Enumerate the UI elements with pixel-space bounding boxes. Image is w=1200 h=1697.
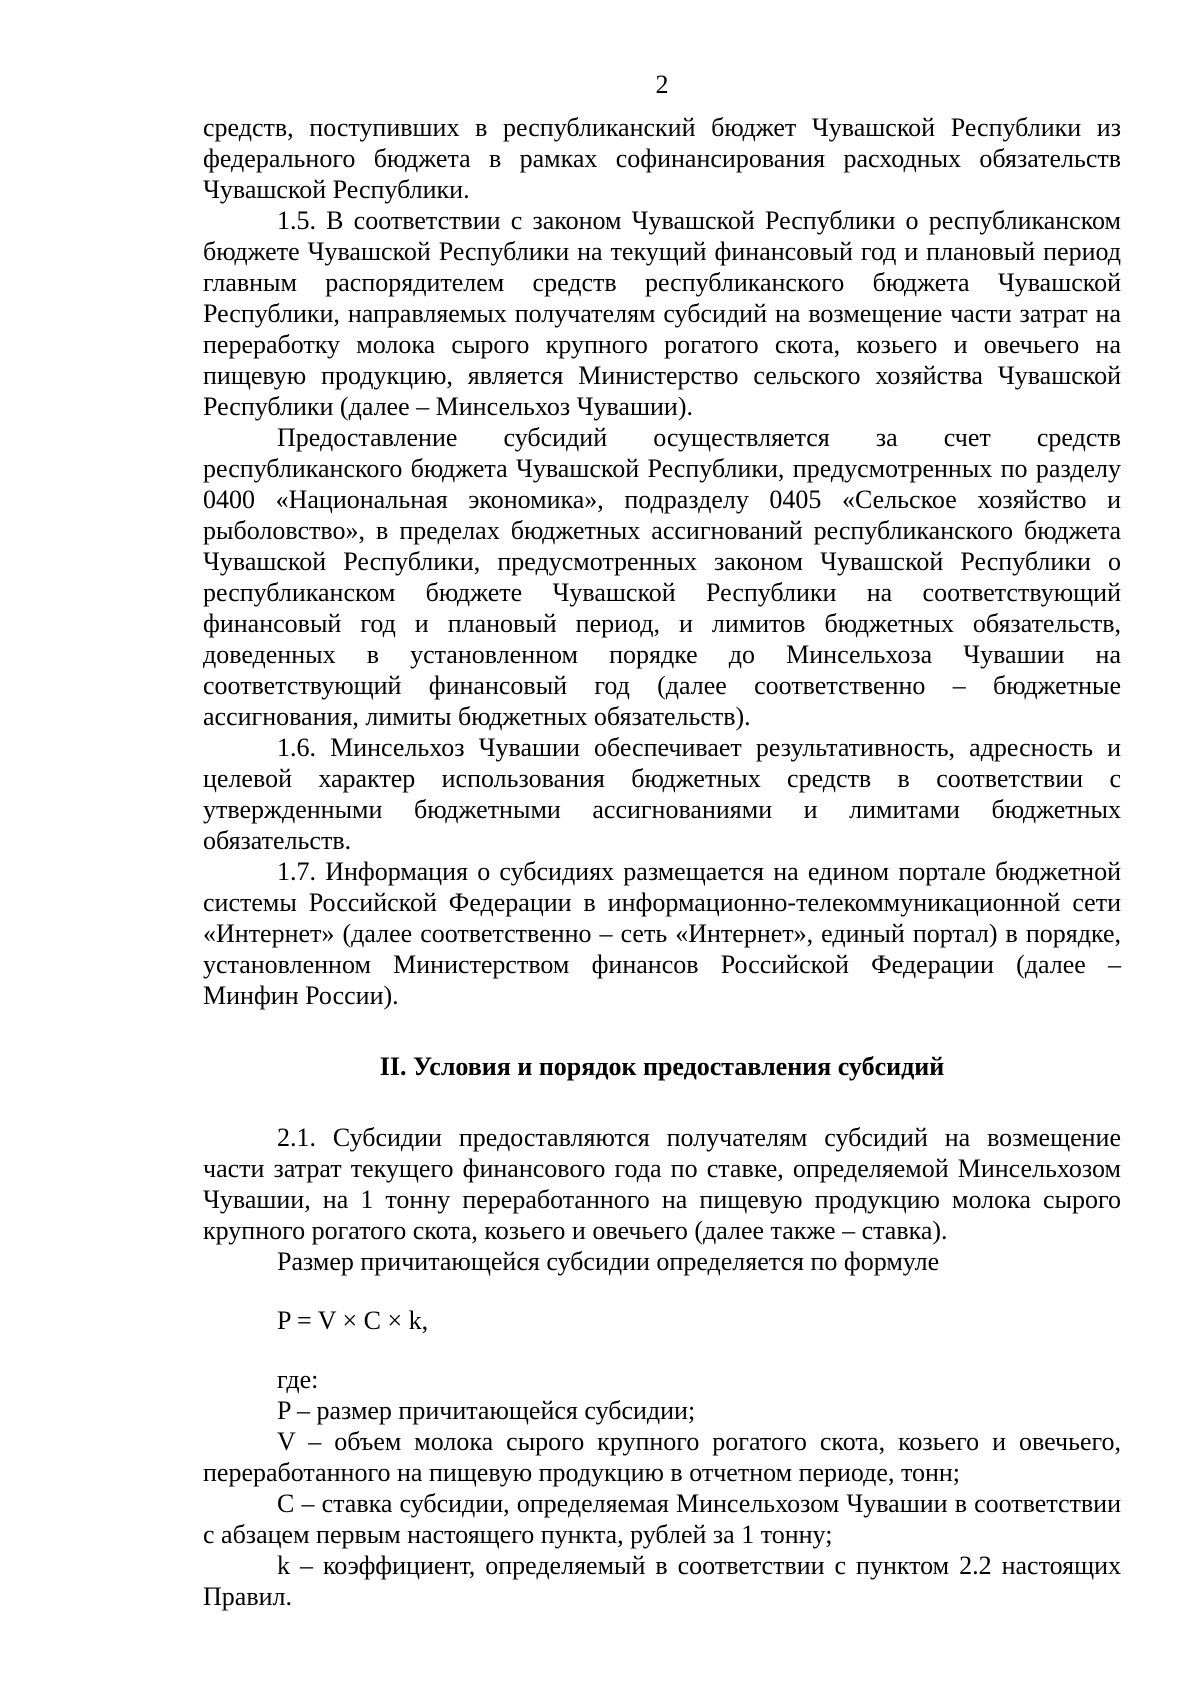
paragraph-1-7: 1.7. Информация о субсидиях размещается на едином портале бюджетной системы Российской Федерации в информационно-телекоммуникационной сети «Интернет» (далее соответственно – сеть «Интернет», единый портал) в порядке, установленном Министерством финансов Российской Федерации (далее – Минфин России). [203,857,1121,1010]
definition-p: P – размер причитающейся субсидии; [277,1396,696,1425]
definition-v: V – объем молока сырого крупного рогатого скота, козьего и овечьего, переработанного на пищевую продукцию в отчетном периоде, тонн; [203,1427,1121,1487]
definition-k: k – коэффициент, определяемый в соответствии с пунктом 2.2 настоящих Правил. [203,1551,1121,1611]
document-body [203,112,1121,1612]
definition-c: C – ставка субсидии, определяемая Минсельхозом Чувашии в соответствии с абзацем первым настоящего пункта, рублей за 1 тонну; [203,1489,1121,1549]
page-number: 2 [655,70,669,99]
where-label: где: [277,1365,319,1394]
paragraph-continuation: средств, поступивших в республиканский бюджет Чувашской Республики из федерального бюджета в рамках софинансирования расходных обязательств Чувашской Республики. [203,113,1121,204]
paragraph-1-5: 1.5. В соответствии с законом Чувашской Республики о республиканском бюджете Чувашской Республики на текущий финансовый год и плановый период главным распорядителем средств республиканского бюджета Чувашской Республики, направляемых получателям субсидий на возмещение части затрат на переработку молока сырого крупного рогатого скота, козьего и овечьего на пищевую продукцию, является Министерство сельского хозяйства Чувашской Республики (далее – Минсельхоз Чувашии). [203,206,1121,421]
paragraph-1-6: 1.6. Минсельхоз Чувашии обеспечивает результативность, адресность и целевой характер использования бюджетных средств в соответствии с утвержденными бюджетными ассигнованиями и лимитами бюджетных обязательств. [203,733,1121,855]
paragraph-funding: Предоставление субсидий осуществляется за счет средств республиканского бюджета Чувашской Республики, предусмотренных по разделу 0400 «Национальная экономика», подразделу 0405 «Сельское хозяйство и рыболовство», в пределах бюджетных ассигнований республиканского бюджета Чувашской Республики, предусмотренных законом Чувашской Республики о республиканском бюджете Чувашской Республики на соответствующий финансовый год и плановый период, и лимитов бюджетных обязательств, доведенных в установленном порядке до Минсельхоза Чувашии на соответствующий финансовый год (далее соответственно – бюджетные ассигнования, лимиты бюджетных обязательств). [203,423,1121,731]
section-title: II. Условия и порядок предоставления субсидий [379,1052,945,1081]
paragraph-2-1: 2.1. Субсидии предоставляются получателям субсидий на возмещение части затрат текущего финансового года по ставке, определяемой Минсельхозом Чувашии, на 1 тонну переработанного на пищевую продукцию молока сырого крупного рогатого скота, козьего и овечьего (далее также – ставка). [203,1123,1121,1245]
paragraph-formula-intro: Размер причитающейся субсидии определяется по формуле [277,1247,940,1276]
formula: P = V × C × k, [277,1306,429,1335]
